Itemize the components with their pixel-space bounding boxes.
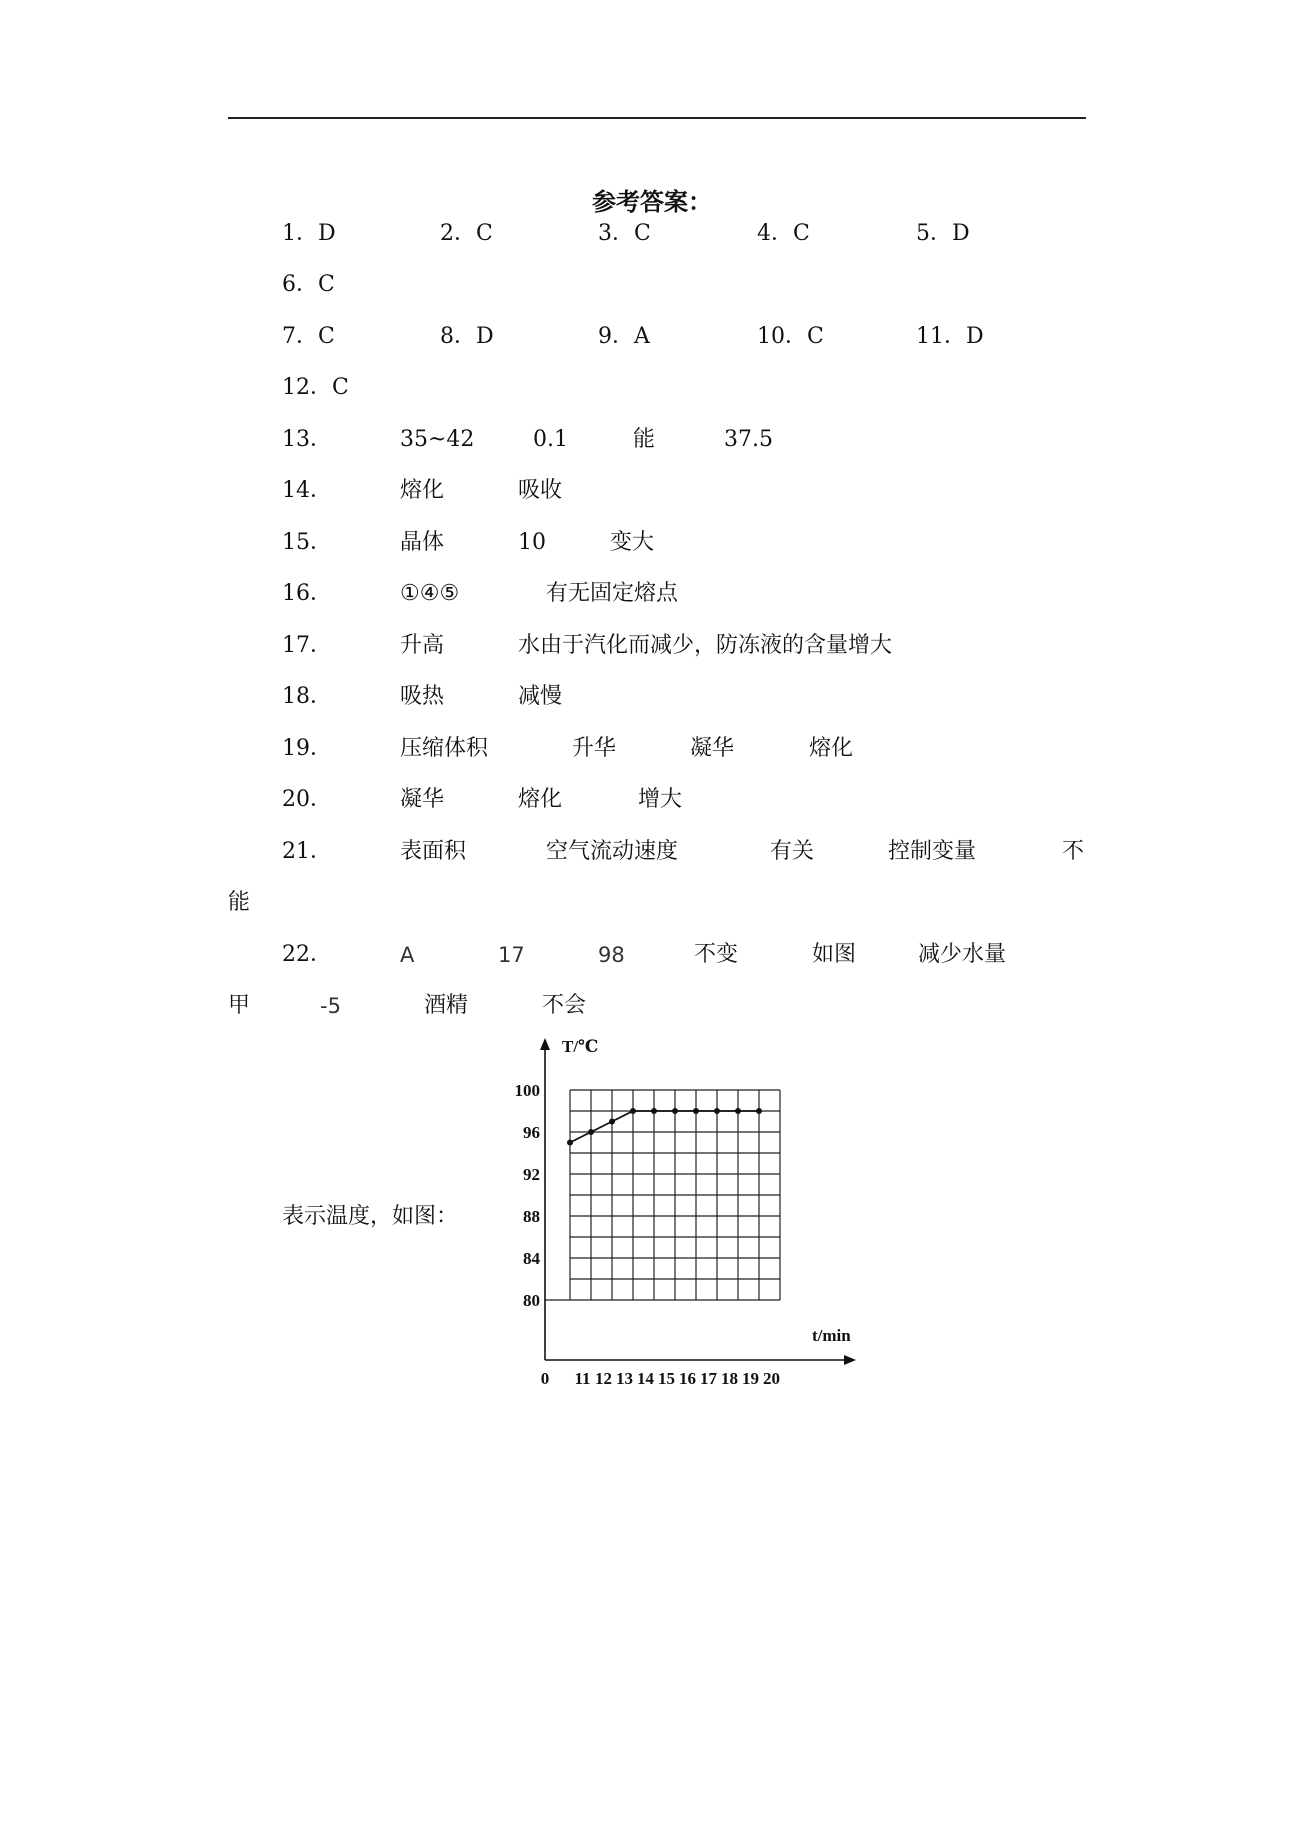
x-axis-title: t/min (812, 1326, 851, 1345)
data-point (567, 1140, 573, 1146)
answer-cell: 17 (498, 943, 525, 967)
answer-cell: 甲 (228, 993, 251, 1018)
answer-cell: 能 (633, 427, 656, 452)
answer-cell: 2．C (440, 221, 493, 246)
answer-cell: 减少水量 (918, 942, 1007, 967)
answer-cell: 升华 (572, 736, 617, 761)
y-tick-label: 80 (523, 1291, 540, 1310)
answer-cell: 35~42 (400, 427, 475, 452)
answer-cell: 变大 (610, 530, 655, 555)
answer-cell: A (400, 943, 415, 967)
answer-cell: 熔化 (809, 736, 854, 761)
data-point (651, 1108, 657, 1114)
answer-cell: 3．C (598, 221, 651, 246)
y-tick-label: 92 (523, 1165, 540, 1184)
answer-cell: 11．D (916, 324, 984, 349)
answer-cell: 熔化 (400, 478, 445, 503)
temperature-chart (500, 1030, 880, 1400)
x-tick-label: 15 (658, 1369, 675, 1388)
chart-grid (545, 1090, 780, 1300)
answer-cell: 12．C (282, 375, 349, 400)
answer-cell: 酒精 (424, 993, 469, 1018)
answer-cell: 有无固定熔点 (546, 581, 679, 606)
answer-cell: 14． (282, 478, 332, 503)
answer-cell: 不变 (694, 942, 739, 967)
series-line (570, 1111, 759, 1143)
answer-cell: 控制变量 (888, 839, 977, 864)
answer-cell: 8．D (440, 324, 494, 349)
chart-axes (540, 1038, 856, 1365)
answer-cell: 有关 (770, 839, 815, 864)
answer-cell: 1．D (282, 221, 336, 246)
answer-cell: 7．C (282, 324, 335, 349)
y-tick-label: 84 (523, 1249, 540, 1268)
y-axis-arrow (540, 1038, 550, 1050)
answer-cell: 20． (282, 787, 332, 812)
x-tick-label: 0 (540, 1369, 550, 1388)
answer-cell: 晶体 (400, 530, 445, 555)
answer-cell: ①④⑤ (400, 581, 460, 606)
answer-cell: 4．C (757, 221, 810, 246)
answer-cell: 凝华 (690, 736, 735, 761)
x-tick-label: 20 (763, 1369, 780, 1388)
y-axis-title: T/℃ (562, 1037, 599, 1056)
answer-cell: 凝华 (400, 787, 445, 812)
answer-cell: 10．C (757, 324, 824, 349)
x-tick-label: 19 (742, 1369, 759, 1388)
y-tick-label: 100 (514, 1081, 540, 1100)
answer-cell: 0.1 (533, 427, 568, 452)
answer-cell: 13． (282, 427, 332, 452)
page-title: 参考答案： (592, 187, 712, 216)
data-point (672, 1108, 678, 1114)
answer-cell: 9．A (598, 324, 650, 349)
x-tick-labels (541, 1369, 780, 1388)
answer-cell: 6．C (282, 272, 335, 297)
answer-cell: 22． (282, 942, 332, 967)
answer-cell: 吸收 (518, 478, 563, 503)
data-point (714, 1108, 720, 1114)
chart-caption: 表示温度，如图： (282, 1204, 459, 1229)
answer-cell: -5 (320, 994, 341, 1018)
answer-cell: 18． (282, 684, 332, 709)
answer-cell: 不 (1062, 839, 1085, 864)
x-tick-label: 13 (616, 1369, 633, 1388)
answer-cell: 水由于汽化而减少，防冻液的含量增大 (518, 633, 893, 658)
data-point (756, 1108, 762, 1114)
x-tick-label: 18 (721, 1369, 738, 1388)
answer-cell: 17． (282, 633, 332, 658)
answer-cell: 5．D (916, 221, 970, 246)
data-point (735, 1108, 741, 1114)
answer-cell: 升高 (400, 633, 445, 658)
y-tick-labels (515, 1081, 541, 1310)
x-axis-arrow (844, 1355, 856, 1365)
answer-cell: 能 (228, 890, 251, 915)
answer-cell: 增大 (638, 787, 683, 812)
answer-cell: 16． (282, 581, 332, 606)
data-point (693, 1108, 699, 1114)
answer-cell: 15． (282, 530, 332, 555)
x-tick-label: 11 (574, 1369, 591, 1388)
answer-cell: 表面积 (400, 839, 467, 864)
series-points (567, 1108, 762, 1146)
y-tick-label: 88 (523, 1207, 540, 1226)
answer-cell: 21． (282, 839, 332, 864)
header-rule (228, 117, 1086, 119)
answer-cell: 19． (282, 736, 332, 761)
answer-cell: 37.5 (724, 427, 773, 452)
answer-cell: 熔化 (518, 787, 563, 812)
data-point (630, 1108, 636, 1114)
answer-cell: 98 (598, 943, 625, 967)
answer-cell: 压缩体积 (400, 736, 489, 761)
y-tick-label: 96 (523, 1123, 540, 1142)
x-tick-label: 12 (595, 1369, 612, 1388)
x-tick-label: 17 (700, 1369, 717, 1388)
x-tick-label: 14 (637, 1369, 654, 1388)
data-point (609, 1119, 615, 1125)
data-point (588, 1129, 594, 1135)
answer-cell: 不会 (542, 993, 587, 1018)
answer-cell: 空气流动速度 (546, 839, 679, 864)
answer-cell: 吸热 (400, 684, 445, 709)
x-tick-label: 16 (679, 1369, 696, 1388)
answer-cell: 10 (518, 530, 546, 555)
answer-cell: 减慢 (518, 684, 563, 709)
answer-cell: 如图 (812, 942, 857, 967)
